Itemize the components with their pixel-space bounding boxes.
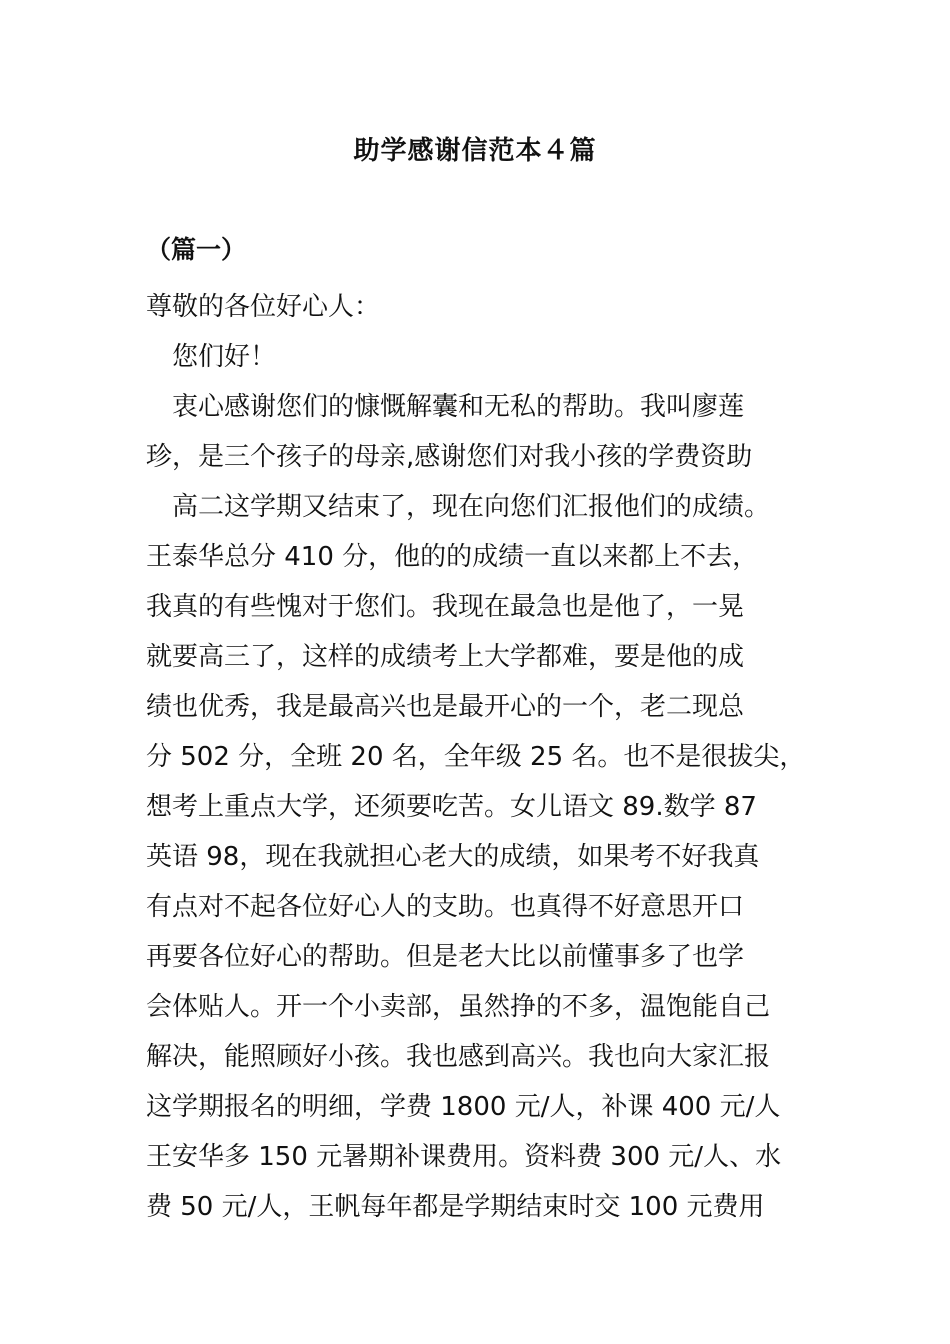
paragraph-line: 费 50 元/人，王帆每年都是学期结束时交 100 元费用 — [146, 1192, 765, 1222]
paragraph-line: 再要各位好心的帮助。但是老大比以前懂事多了也学 — [146, 942, 745, 972]
letter-body — [146, 282, 808, 1232]
paragraph-line: 有点对不起各位好心人的支助。也真得不好意思开口 — [146, 892, 745, 922]
paragraph-line: 会体贴人。开一个小卖部，虽然挣的不多，温饱能自己 — [146, 992, 771, 1022]
paragraph-line: 绩也优秀，我是最高兴也是最开心的一个，老二现总 — [146, 692, 745, 722]
paragraph-line: 珍，是三个孩子的母亲,感谢您们对我小孩的学费资助 — [146, 442, 753, 472]
greeting: 您们好！ — [172, 342, 277, 372]
paragraph-line: 想考上重点大学，还须要吃苦。女儿语文 89.数学 87 — [146, 792, 757, 822]
paragraph-line: 解决，能照顾好小孩。我也感到高兴。我也向大家汇报 — [146, 1042, 771, 1072]
paragraph-line: 我真的有些愧对于您们。我现在最急也是他了，一晃 — [146, 592, 745, 622]
paragraph-line: 就要高三了，这样的成绩考上大学都难，要是他的成 — [146, 642, 745, 672]
paragraph-line: 高二这学期又结束了，现在向您们汇报他们的成绩。 — [172, 492, 771, 522]
paragraph-line: 分 502 分，全班 20 名，全年级 25 名。也不是很拔尖， — [146, 742, 806, 772]
salutation: 尊敬的各位好心人： — [146, 292, 381, 322]
document-title: 助学感谢信范本４篇 — [353, 136, 597, 166]
paragraph-line: 衷心感谢您们的慷慨解囊和无私的帮助。我叫廖莲 — [172, 392, 745, 422]
paragraph-line: 这学期报名的明细，学费 1800 元/人，补课 400 元/人 — [146, 1092, 781, 1122]
paragraph-line: 王安华多 150 元暑期补课费用。资料费 300 元/人、水 — [146, 1142, 782, 1172]
section-heading: （篇一） — [146, 235, 247, 264]
paragraph-line: 王泰华总分 410 分，他的的成绩一直以来都上不去， — [146, 542, 759, 572]
paragraph-line: 英语 98，现在我就担心老大的成绩，如果考不好我真 — [146, 842, 760, 872]
